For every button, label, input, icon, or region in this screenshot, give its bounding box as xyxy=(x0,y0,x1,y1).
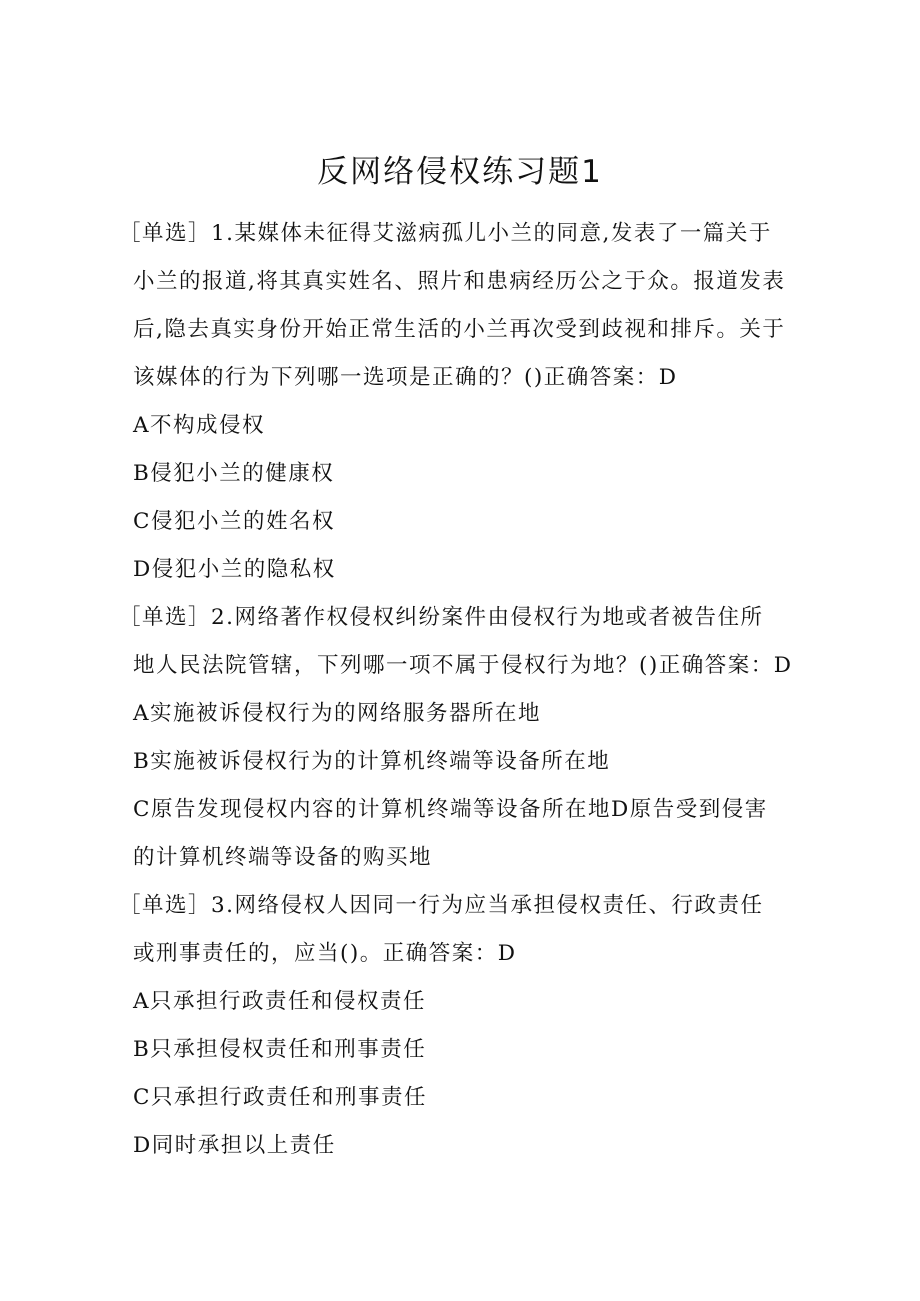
option-c: C只承担行政责任和刑事责任 xyxy=(133,1085,427,1110)
option-d: D同时承担以上责任 xyxy=(133,1133,336,1158)
option-b: B只承担侵权责任和刑事责任 xyxy=(133,1037,427,1062)
page-title: 反网络侵权练习题1 xyxy=(317,154,603,190)
question-2 xyxy=(119,594,793,882)
question-text-line: 地人民法院管辖，下列哪一项不属于侵权行为地？()正确答案：D xyxy=(133,653,793,678)
option-d: D侵犯小兰的隐私权 xyxy=(133,557,336,582)
option-a: A实施被诉侵权行为的网络服务器所在地 xyxy=(133,701,542,726)
question-text-line: ［单选］3.网络侵权人因同一行为应当承担侵权责任、行政责任 xyxy=(119,893,764,918)
question-text-line: ［单选］2.网络著作权侵权纠纷案件由侵权行为地或者被告住所 xyxy=(119,605,764,630)
question-list xyxy=(119,210,793,1170)
question-text-line: 后,隐去真实身份开始正常生活的小兰再次受到歧视和排斥。关于 xyxy=(133,317,786,342)
option-b: B侵犯小兰的健康权 xyxy=(133,461,335,486)
option-c: C侵犯小兰的姓名权 xyxy=(133,509,335,534)
option-a: A不构成侵权 xyxy=(133,413,266,438)
option-c-d: C原告发现侵权内容的计算机终端等设备所在地D原告受到侵害 xyxy=(133,797,768,822)
option-d-continued: 的计算机终端等设备的购买地 xyxy=(133,845,433,870)
question-1 xyxy=(119,210,793,594)
question-text-line: 或刑事责任的，应当()。正确答案：D xyxy=(133,941,517,966)
question-3 xyxy=(119,882,793,1170)
question-text-line: 该媒体的行为下列哪一选项是正确的？()正确答案：D xyxy=(133,365,678,390)
option-a: A只承担行政责任和侵权责任 xyxy=(133,989,427,1014)
question-text-line: 小兰的报道,将其真实姓名、照片和患病经历公之于众。报道发表 xyxy=(133,269,786,294)
option-b: B实施被诉侵权行为的计算机终端等设备所在地 xyxy=(133,749,611,774)
question-text-line: ［单选］1.某媒体未征得艾滋病孤儿小兰的同意,发表了一篇关于 xyxy=(119,221,772,246)
